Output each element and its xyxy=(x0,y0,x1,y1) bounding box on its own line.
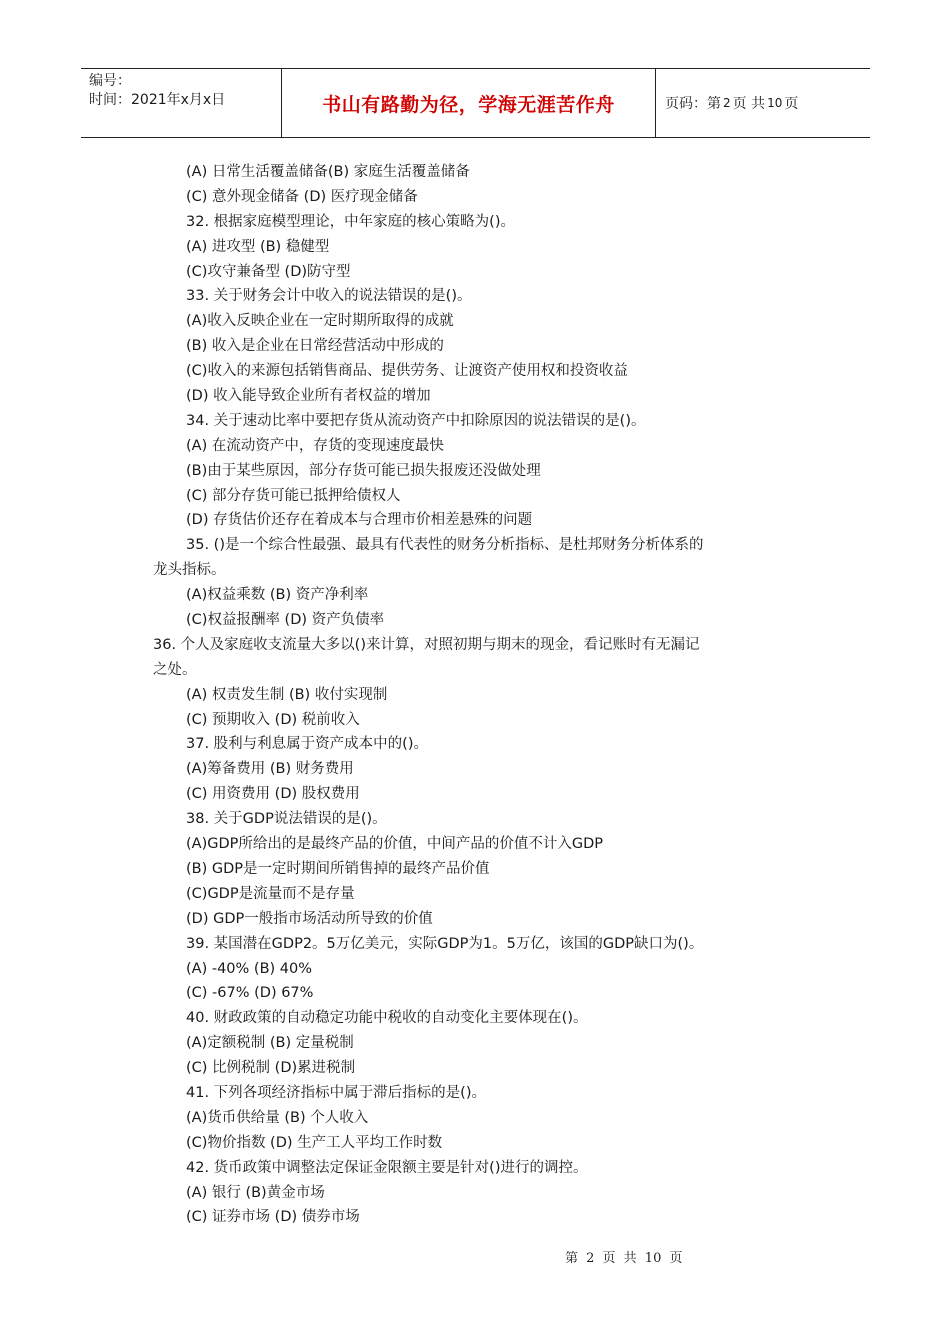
text-line: (C) 用资费用 (D) 股权费用 xyxy=(186,786,360,803)
text-line: (C) 比例税制 (D)累进税制 xyxy=(186,1060,356,1077)
text-line: 33. 关于财务会计中收入的说法错误的是()。 xyxy=(186,288,472,305)
text-line: (A)货币供给量 (B) 个人收入 xyxy=(186,1109,369,1126)
text-line: (D) 收入能导致企业所有者权益的增加 xyxy=(186,388,431,405)
text-line: (A) 权责发生制 (B) 收付实现制 xyxy=(186,686,388,703)
text-line: 42. 货币政策中调整法定保证金限额主要是针对()进行的调控。 xyxy=(186,1159,588,1176)
time-label: 时间：2021年x月x日 xyxy=(89,92,226,108)
text-line: 35. ()是一个综合性最强、最具有代表性的财务分析指标、是杜邦财务分析体系的 xyxy=(186,537,704,554)
document-body xyxy=(153,160,813,1230)
text-line: 32. 根据家庭模型理论，中年家庭的核心策略为()。 xyxy=(186,213,515,230)
text-line: (A)权益乘数 (B) 资产净利率 xyxy=(186,587,369,604)
text-line: 38. 关于GDP说法错误的是()。 xyxy=(186,811,387,828)
text-line: (C)收入的来源包括销售商品、提供劳务、让渡资产使用权和投资收益 xyxy=(186,363,628,380)
text-line: (A)筹备费用 (B) 财务费用 xyxy=(186,761,354,778)
text-line: (A) 进攻型 (B) 稳健型 xyxy=(186,238,330,255)
text-line: 36. 个人及家庭收支流量大多以()来计算，对照初期与期末的现金，看记账时有无漏记 xyxy=(153,636,700,653)
text-line: 39. 某国潜在GDP2。5万亿美元，实际GDP为1。5万亿，该国的GDP缺口为()。 xyxy=(186,935,704,952)
header-meta xyxy=(81,69,282,137)
header-motto: 书山有路勤为径，学海无涯苦作舟 xyxy=(282,69,656,137)
text-line: (C) 意外现金储备 (D) 医疗现金储备 xyxy=(186,188,418,205)
text-line: (A)收入反映企业在一定时期所取得的成就 xyxy=(186,313,454,330)
text-line: (A)定额税制 (B) 定量税制 xyxy=(186,1035,354,1052)
text-line: (D) GDP一般指市场活动所导致的价值 xyxy=(186,910,433,927)
page-mid: 页 共 xyxy=(732,96,766,112)
text-line: 40. 财政政策的自动稳定功能中税收的自动变化主要体现在()。 xyxy=(186,1010,588,1027)
text-line: (C)权益报酬率 (D) 资产负债率 xyxy=(186,612,385,629)
text-line: (A) 日常生活覆盖储备(B) 家庭生活覆盖储备 xyxy=(186,164,470,180)
code-label: 编号： xyxy=(89,73,131,89)
text-line: (C) -67% (D) 67% xyxy=(186,985,314,1002)
text-line: 龙头指标。 xyxy=(153,562,226,579)
page-prefix: 页码：第 xyxy=(665,96,721,112)
page-current: 2 xyxy=(723,96,731,110)
text-line: 之处。 xyxy=(153,661,197,678)
text-line: (B) GDP是一定时期间所销售掉的最终产品价值 xyxy=(186,860,490,877)
text-line: 34. 关于速动比率中要把存货从流动资产中扣除原因的说法错误的是()。 xyxy=(186,412,646,429)
page-suffix: 页 xyxy=(784,96,799,112)
text-line: 41. 下列各项经济指标中属于滞后指标的是()。 xyxy=(186,1084,486,1101)
text-line: (B)由于某些原因，部分存货可能已损失报废还没做处理 xyxy=(186,462,541,479)
text-line: (C)GDP是流量而不是存量 xyxy=(186,885,355,902)
page-header xyxy=(81,68,870,138)
text-line: 37. 股利与利息属于资产成本中的()。 xyxy=(186,736,428,753)
text-line: (C) 部分存货可能已抵押给债权人 xyxy=(186,487,401,504)
text-line: (A) 银行 (B)黄金市场 xyxy=(186,1184,325,1201)
text-line: (C)攻守兼备型 (D)防守型 xyxy=(186,263,351,280)
text-line: (A)GDP所给出的是最终产品的价值，中间产品的价值不计入GDP xyxy=(186,836,604,853)
text-line: (C) 预期收入 (D) 税前收入 xyxy=(186,711,360,728)
header-page-info xyxy=(656,69,870,137)
text-line: (D) 存货估价还存在着成本与合理市价相差悬殊的问题 xyxy=(186,512,533,529)
page-total: 10 xyxy=(767,96,783,110)
text-line: (B) 收入是企业在日常经营活动中形成的 xyxy=(186,338,444,355)
text-line: (A) 在流动资产中，存货的变现速度最快 xyxy=(186,437,444,454)
page-footer: 第 2 页 共 10 页 xyxy=(565,1251,683,1266)
text-line: (C) 证券市场 (D) 债券市场 xyxy=(186,1209,360,1226)
text-line: (C)物价指数 (D) 生产工人平均工作时数 xyxy=(186,1134,443,1151)
text-line: (A) -40% (B) 40% xyxy=(186,960,313,977)
